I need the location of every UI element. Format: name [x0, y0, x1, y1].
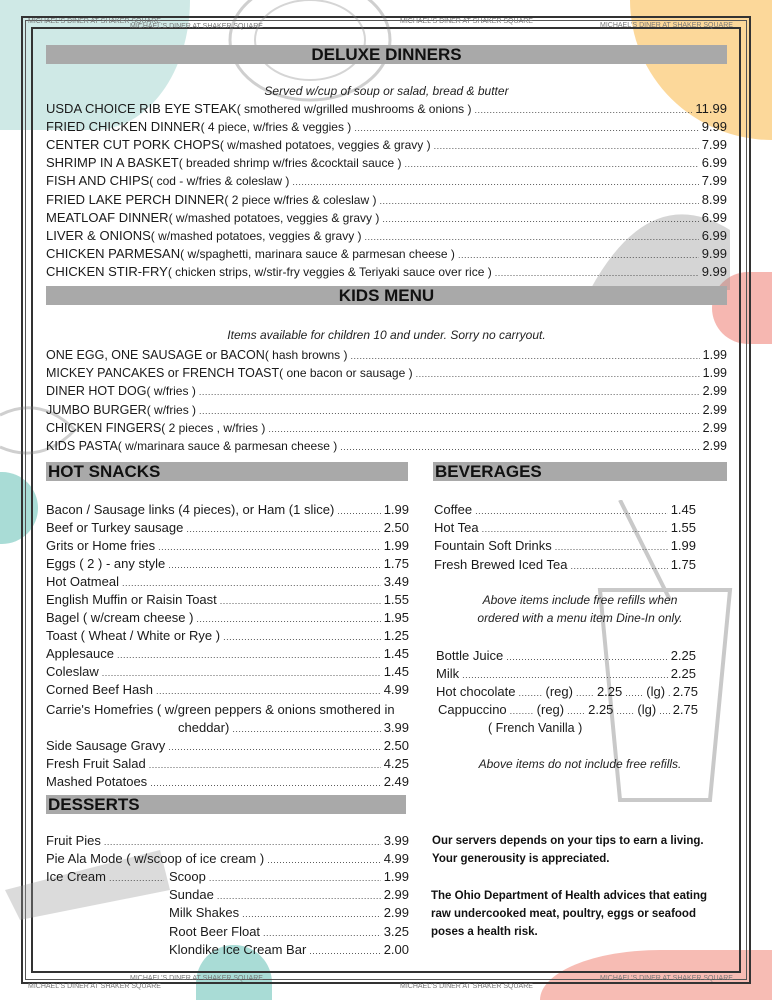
- menu-item: [46, 382, 727, 401]
- tips-note: Our servers depends on your tips to earn a living.: [432, 835, 704, 847]
- menu-item-name: Hot Tea: [434, 520, 479, 536]
- menu-item: [46, 663, 409, 682]
- menu-item-name: Beef or Turkey sausage: [46, 520, 184, 535]
- section-header-beverages: BEVERAGES: [433, 462, 727, 481]
- menu-item: [169, 868, 409, 887]
- menu-item-price: 4.99: [383, 851, 409, 866]
- menu-item-price: 1.45: [383, 646, 409, 661]
- menu-item-name: Pie Ala Mode ( w/scoop of ice cream ): [46, 851, 265, 866]
- menu-item-price: 2.25: [670, 666, 696, 682]
- menu-item: [46, 136, 727, 155]
- dot-leader: [458, 246, 699, 264]
- dot-leader: [196, 610, 380, 628]
- dot-leader: [122, 574, 381, 592]
- menu-item: [436, 683, 698, 702]
- menu-item: [169, 904, 409, 923]
- dot-leader: [625, 684, 643, 702]
- menu-item: [178, 719, 409, 738]
- dot-leader: [416, 365, 700, 383]
- menu-item: [46, 437, 727, 456]
- menu-item-price: 8.99: [701, 191, 727, 207]
- dot-leader: [209, 869, 381, 887]
- dot-leader: [555, 538, 668, 556]
- menu-item-name: Bacon / Sausage links (4 pieces), or Ham (1 slice): [46, 502, 335, 517]
- menu-item: [46, 401, 727, 420]
- menu-item-description: ( w/mashed potatoes, veggies & gravy ): [219, 138, 431, 153]
- health-warning: The Ohio Department of Health advices that eating: [431, 890, 708, 902]
- menu-item-description: ( w/mashed potatoes, veggies & gravy ): [150, 228, 362, 243]
- menu-item-description: ( w/marinara sauce & parmesan cheese ): [117, 439, 338, 453]
- dot-leader: [150, 774, 381, 792]
- dot-leader: [232, 720, 380, 738]
- cappuccino-flavor: ( French Vanilla ): [488, 721, 583, 735]
- menu-item-price: 1.99: [702, 366, 727, 381]
- dot-leader: [267, 851, 380, 869]
- menu-item: [46, 100, 727, 119]
- menu-item-price-regular: 2.25: [596, 684, 623, 699]
- menu-item-name: Coffee: [434, 502, 473, 517]
- menu-item: [434, 537, 696, 556]
- menu-item-price: 1.99: [702, 348, 727, 362]
- dot-leader: [168, 556, 380, 574]
- section-header-kids-menu: KIDS MENU: [46, 286, 727, 305]
- dot-leader: [567, 702, 585, 720]
- menu-item-name: Coleslaw: [46, 664, 99, 679]
- menu-item-description: ( w/fries ): [146, 384, 196, 399]
- menu-item: [46, 346, 727, 365]
- watermark-text: MICHAEL'S DINER AT SHAKER SQUARE: [130, 975, 263, 982]
- menu-item-description: ( smothered w/grilled mushrooms & onions ): [236, 102, 472, 116]
- menu-item-price: 3.99: [383, 720, 409, 735]
- menu-item-price: 6.99: [701, 155, 727, 171]
- health-warning: raw undercooked meat, poultry, eggs or seafood: [431, 908, 696, 920]
- dot-leader: [379, 192, 698, 210]
- dot-leader: [462, 666, 668, 684]
- watermark-text: MICHAEL'S DINER AT SHAKER SQUARE: [28, 983, 161, 990]
- menu-item-price: 1.99: [383, 538, 409, 553]
- menu-item-price: 1.75: [670, 556, 696, 572]
- menu-item-name: Scoop: [169, 869, 206, 884]
- menu-item-price: 2.50: [383, 738, 409, 753]
- menu-item: [46, 832, 409, 851]
- ice-cream-label-row: [46, 868, 167, 887]
- menu-item-description: ( cod - w/fries & coleslaw ): [149, 174, 290, 189]
- menu-item-price: 1.99: [670, 538, 696, 554]
- menu-item-name: Sundae: [169, 887, 214, 903]
- menu-item: [434, 519, 696, 538]
- menu-item-price: 7.99: [701, 137, 727, 153]
- menu-item-price: 1.75: [383, 556, 409, 571]
- refill-note: Above items include free refills when: [482, 593, 678, 607]
- menu-item-price: 2.99: [702, 420, 727, 435]
- menu-item-price: 1.45: [670, 502, 696, 517]
- menu-item-name: USDA CHOICE RIB EYE STEAK: [46, 101, 237, 116]
- menu-item-name: LIVER & ONIONS: [46, 227, 151, 243]
- menu-item: [46, 364, 727, 383]
- watermark-text: MICHAEL'S DINER AT SHAKER SQUARE: [400, 983, 533, 990]
- menu-item-name: Root Beer Float: [169, 923, 261, 939]
- menu-item: [46, 573, 409, 592]
- menu-item-price: 1.55: [383, 592, 409, 607]
- size-label: (lg): [637, 702, 657, 718]
- menu-item-name: Bottle Juice: [436, 648, 504, 663]
- menu-item: [46, 681, 409, 700]
- dot-leader: [223, 628, 381, 646]
- dot-leader: [510, 702, 534, 720]
- menu-item-price: 4.99: [383, 682, 409, 697]
- menu-item: [46, 501, 409, 520]
- size-label: (reg): [536, 702, 565, 718]
- menu-item-name: English Muffin or Raisin Toast: [46, 592, 217, 607]
- dot-leader: [309, 942, 380, 960]
- menu-item-description: ( one bacon or sausage ): [279, 366, 413, 381]
- menu-item-name: Applesauce: [46, 646, 114, 661]
- menu-item: [46, 227, 727, 246]
- menu-item-price: 3.49: [383, 574, 409, 589]
- menu-item-price: 2.99: [702, 402, 727, 417]
- menu-item-description: ( breaded shrimp w/fries &cocktail sauce ): [178, 156, 402, 171]
- menu-item: [46, 245, 727, 264]
- dot-leader: [242, 905, 381, 923]
- dot-leader: [474, 101, 692, 119]
- dot-leader: [495, 264, 699, 282]
- dot-leader: [199, 402, 700, 420]
- menu-item-price: 2.25: [670, 648, 696, 663]
- menu-item-name: Milk: [436, 666, 460, 682]
- menu-item-name: ONE EGG, ONE SAUSAGE or BACON: [46, 348, 265, 362]
- deluxe-note: Served w/cup of soup or salad, bread & butter: [264, 84, 509, 98]
- menu-item-name: Mashed Potatoes: [46, 774, 148, 790]
- menu-item-name: Fresh Brewed Iced Tea: [434, 556, 568, 572]
- menu-item-name: FRIED CHICKEN DINNER: [46, 119, 201, 135]
- dot-leader: [506, 648, 667, 666]
- refill-note: ordered with a menu item Dine-In only.: [477, 611, 683, 625]
- menu-item-price: 9.99: [701, 119, 727, 135]
- menu-item-name: FISH AND CHIPS: [46, 173, 150, 189]
- section-header-hot-snacks: HOT SNACKS: [46, 462, 408, 481]
- menu-item-name: Bagel ( w/cream cheese ): [46, 610, 194, 625]
- menu-item-price: 9.99: [701, 245, 727, 261]
- menu-item-name: Grits or Home fries: [46, 538, 156, 553]
- dot-leader: [168, 738, 380, 756]
- dot-leader: [217, 887, 381, 905]
- menu-item-name: Fountain Soft Drinks: [434, 538, 552, 554]
- dot-leader: [659, 702, 669, 720]
- menu-item: [46, 755, 409, 774]
- dot-leader: [220, 592, 381, 610]
- menu-item: [46, 519, 409, 538]
- menu-item-price: 1.99: [383, 869, 409, 884]
- menu-item: [46, 172, 727, 191]
- menu-item-name: JUMBO BURGER: [46, 402, 147, 417]
- menu-item-price: 11.99: [695, 101, 727, 116]
- no-refill-note: Above items do not include free refills.: [478, 757, 682, 771]
- menu-item: [169, 886, 409, 905]
- dot-leader: [102, 664, 381, 682]
- menu-item: [46, 850, 409, 869]
- menu-item-description: ( hash browns ): [264, 348, 348, 362]
- dot-leader: [292, 173, 698, 191]
- menu-item-name: CENTER CUT PORK CHOPS: [46, 137, 220, 153]
- menu-item-price: 9.99: [701, 263, 727, 279]
- menu-item-name: FRIED LAKE PERCH DINNER: [46, 191, 225, 207]
- dot-leader: [263, 924, 381, 942]
- menu-item: [46, 154, 727, 173]
- menu-item-name: CHICKEN FINGERS: [46, 420, 162, 435]
- menu-item-name: Hot Oatmeal: [46, 574, 119, 589]
- menu-item: [169, 941, 409, 960]
- dot-leader: [576, 684, 594, 702]
- menu-item-description: ( 2 piece w/fries & coleslaw ): [224, 192, 377, 207]
- dot-leader: [365, 228, 699, 246]
- menu-item-name: Eggs ( 2 ) - any style: [46, 556, 166, 571]
- dot-leader: [519, 684, 543, 702]
- menu-item: [46, 263, 727, 282]
- menu-item-name: Milk Shakes: [169, 905, 240, 921]
- menu-item-description: ( w/fries ): [146, 402, 197, 417]
- watermark-text: MICHAEL'S DINER AT SHAKER SQUARE: [600, 975, 733, 982]
- menu-item-price: 1.99: [383, 502, 409, 517]
- menu-item-name: Fruit Pies: [46, 833, 101, 848]
- menu-item-price-large: 2.75: [672, 702, 698, 718]
- menu-item: [46, 555, 409, 574]
- dot-leader: [104, 833, 381, 851]
- menu-item: [46, 118, 727, 137]
- menu-item: [438, 701, 698, 720]
- menu-item: [46, 419, 727, 438]
- dot-leader: [186, 520, 380, 538]
- menu-item-description: ( 2 pieces , w/fries ): [161, 420, 266, 435]
- dot-leader: [340, 438, 699, 456]
- menu-item: [169, 923, 409, 942]
- watermark-text: MICHAEL'S DINER AT SHAKER SQUARE: [400, 18, 533, 25]
- dot-leader: [482, 520, 668, 538]
- dot-leader: [149, 756, 381, 774]
- menu-item-price: 3.25: [383, 923, 409, 939]
- menu-item-price: 1.55: [670, 520, 696, 536]
- menu-item-name: DINER HOT DOG: [46, 384, 147, 399]
- kids-note: Items available for children 10 and under. Sorry no carryout.: [227, 328, 546, 342]
- menu-item-name: KIDS PASTA: [46, 439, 118, 453]
- menu-item-name: cheddar): [178, 720, 230, 735]
- menu-item-name: Hot chocolate: [436, 684, 516, 699]
- watermark-text: MICHAEL'S DINER AT SHAKER SQUARE: [130, 23, 263, 30]
- health-warning: poses a health risk.: [431, 926, 538, 938]
- menu-item: [434, 501, 696, 520]
- section-header-deluxe-dinners: DELUXE DINNERS: [46, 45, 727, 64]
- dot-leader: [354, 119, 698, 137]
- menu-item-price: 1.95: [383, 610, 409, 625]
- menu-item-name: SHRIMP IN A BASKET: [46, 155, 179, 171]
- menu-item-price: 4.25: [383, 756, 409, 772]
- menu-item-name: Klondike Ice Cream Bar: [169, 941, 307, 957]
- menu-item-description: ( 4 piece, w/fries & veggies ): [200, 120, 352, 135]
- menu-item-price: 6.99: [701, 227, 727, 243]
- menu-item-name: Side Sausage Gravy: [46, 738, 166, 753]
- dot-leader: [158, 538, 381, 556]
- menu-item-price: 3.99: [383, 833, 409, 848]
- size-label: (reg): [545, 684, 573, 699]
- dot-leader: [351, 347, 700, 365]
- menu-item-price: 7.99: [701, 173, 727, 189]
- menu-item-price: 6.99: [701, 209, 727, 225]
- menu-item: [46, 591, 409, 610]
- menu-item: [46, 773, 409, 792]
- menu-item-name: Cappuccino: [438, 702, 507, 718]
- dot-leader: [404, 155, 698, 173]
- watermark-text: MICHAEL'S DINER AT SHAKER SQUARE: [28, 18, 161, 25]
- menu-item-price: 2.49: [383, 774, 409, 790]
- menu-item-price: 2.00: [383, 941, 409, 957]
- menu-item: [46, 537, 409, 556]
- dot-leader: [156, 682, 381, 700]
- menu-item-price: 1.45: [383, 664, 409, 679]
- menu-item: [46, 609, 409, 628]
- menu-item: [436, 665, 696, 684]
- menu-item-price-regular: 2.25: [588, 702, 614, 718]
- menu-item-price: 2.99: [383, 887, 409, 903]
- dot-leader: [337, 502, 380, 520]
- menu-item-name: Carrie's Homefries ( w/green peppers & onions smothered in: [46, 702, 395, 717]
- dot-leader: [109, 869, 164, 887]
- menu-item-name: CHICKEN PARMESAN: [46, 245, 181, 261]
- menu-item: [46, 191, 727, 210]
- menu-item-price-large: 2.75: [672, 684, 698, 699]
- watermark-text: MICHAEL'S DINER AT SHAKER SQUARE: [600, 22, 733, 29]
- size-label: (lg): [646, 684, 666, 699]
- dot-leader: [668, 684, 670, 702]
- menu-item-description: ( w/mashed potatoes, veggies & gravy ): [168, 210, 380, 225]
- dot-leader: [117, 646, 381, 664]
- menu-item-description: ( w/spaghetti, marinara sauce & parmesan cheese ): [180, 246, 455, 261]
- menu-item: [436, 647, 696, 666]
- menu-item-price: 2.99: [383, 905, 409, 921]
- dot-leader: [199, 383, 700, 401]
- menu-item-price: 2.50: [383, 520, 409, 535]
- dot-leader: [382, 210, 698, 228]
- menu-item-name: Toast ( Wheat / White or Rye ): [46, 628, 221, 643]
- menu-item-name: MICKEY PANCAKES or FRENCH TOAST: [46, 366, 280, 381]
- dot-leader: [434, 137, 699, 155]
- menu-item-price: 1.25: [383, 628, 409, 643]
- menu-item-name: Corned Beef Hash: [46, 682, 153, 697]
- menu-item: [46, 645, 409, 664]
- dot-leader: [616, 702, 634, 720]
- dot-leader: [570, 557, 667, 575]
- menu-item-price: 2.99: [702, 384, 727, 399]
- menu-item-description: ( chicken strips, w/stir-fry veggies & Teriyaki sauce over rice ): [167, 264, 492, 279]
- section-header-desserts: DESSERTS: [46, 795, 406, 814]
- menu-item-name: CHICKEN STIR-FRY: [46, 263, 168, 279]
- menu-item: [46, 627, 409, 646]
- dot-leader: [475, 502, 668, 520]
- menu-item: [46, 209, 727, 228]
- menu-item: [46, 737, 409, 756]
- menu-item-name: MEATLOAF DINNER: [46, 209, 169, 225]
- menu-item-price: 2.99: [702, 439, 727, 453]
- menu-item-name: Fresh Fruit Salad: [46, 756, 146, 772]
- dot-leader: [268, 420, 699, 438]
- menu-item: [434, 556, 696, 575]
- tips-note: Your generousity is appreciated.: [432, 853, 610, 865]
- menu-item-name: Ice Cream: [46, 869, 106, 884]
